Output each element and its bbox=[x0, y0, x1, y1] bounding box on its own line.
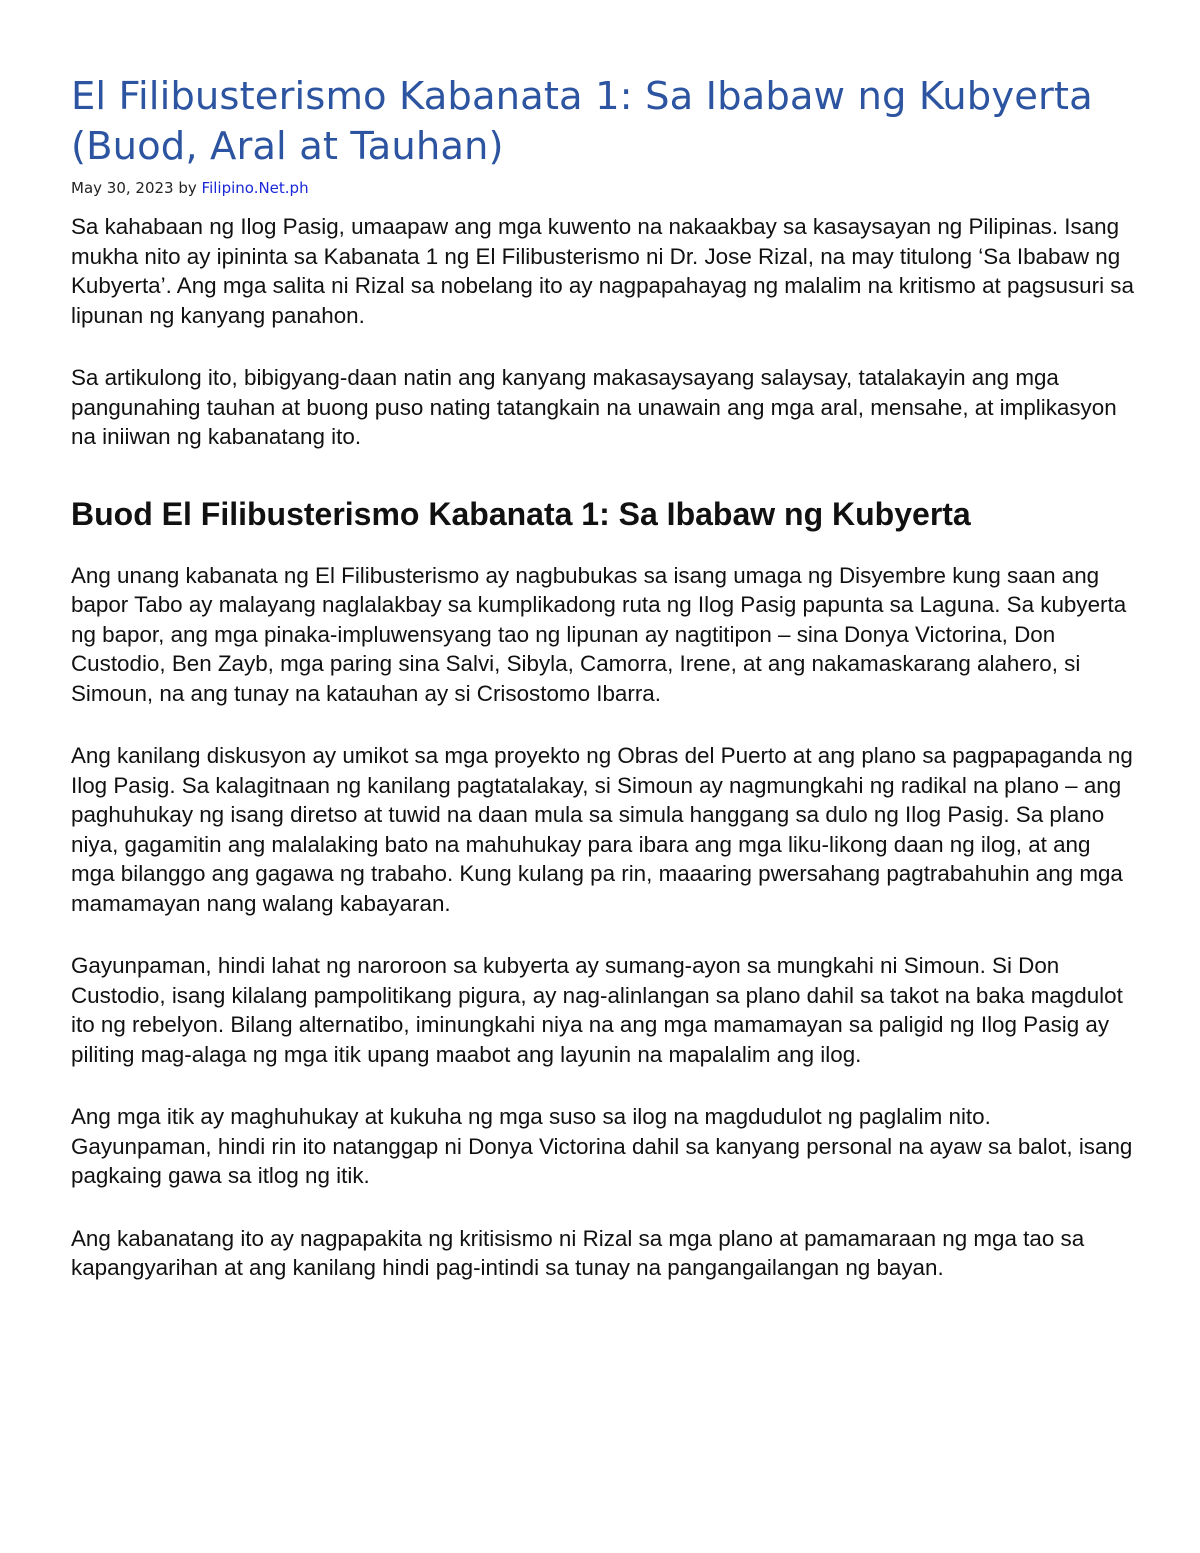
body-paragraph: Ang kanilang diskusyon ay umikot sa mga proyekto ng Obras del Puerto at ang plano sa pagpapaganda ng Ilog Pasig. Sa kalagitnaan ng kanilang pagtatalakay, si Simoun ay nagmungkahi ng radikal na plano – ang paghuhukay ng isang diretso at tuwid na daan mula sa simula hanggang sa dulo ng Ilog Pasig. Sa plano niya, gagamitin ang malalaking bato na mahuhukay para ibara ang mga liku-likong daan ng ilog, at ang mga bilanggo ang gagawa ng trabaho. Kung kulang pa rin, maaaring pwersahang pagtrabahuhin ang mga mamamayan nang walang kabayaran. bbox=[71, 743, 1133, 916]
post-meta bbox=[71, 178, 1136, 198]
intro-paragraph: Sa kahabaan ng Ilog Pasig, umaapaw ang mga kuwento na nakaakbay sa kasaysayan ng Pilipinas. Isang mukha nito ay ipininta sa Kabanata 1 ng El Filibusterismo ni Dr. Jose Rizal, na may titulong ‘Sa Ibabaw ng Kubyerta’. Ang mga salita ni Rizal sa nobelang ito ay nagpapahayag ng malalim na kritismo at pagsusuri sa lipunan ng kanyang panahon. bbox=[71, 214, 1134, 328]
author-link[interactable]: Filipino.Net.ph bbox=[201, 179, 309, 197]
by-label: by bbox=[178, 179, 197, 197]
body-paragraph: Gayunpaman, hindi lahat ng naroroon sa kubyerta ay sumang-ayon sa mungkahi ni Simoun. Si Don Custodio, isang kilalang pampolitikang pigura, ay nag-alinlangan sa plano dahil sa takot na baka magdulot ito ng rebelyon. Bilang alternatibo, iminungkahi niya na ang mga mamamayan sa paligid ng Ilog Pasig ay piliting mag-alaga ng mga itik upang maabot ang layunin na mapalalim ang ilog. bbox=[71, 953, 1123, 1067]
article bbox=[71, 72, 1136, 1283]
section-heading: Buod El Filibusterismo Kabanata 1: Sa Ibabaw ng Kubyerta bbox=[71, 495, 971, 532]
intro-paragraph: Sa artikulong ito, bibigyang-daan natin ang kanyang makasaysayang salaysay, tatalakayin ang mga pangunahing tauhan at buong puso nating tatangkain na unawain ang mga aral, mensahe, at implikasyon na iniiwan ng kabanatang ito. bbox=[71, 365, 1117, 449]
body-paragraph: Ang mga itik ay maghuhukay at kukuha ng mga suso sa ilog na magdudulot ng paglalim nito. Gayunpaman, hindi rin ito natanggap ni Donya Victorina dahil sa kanyang personal na ayaw sa balot, isang pagkaing gawa sa itlog ng itik. bbox=[71, 1104, 1133, 1188]
body-paragraph: Ang kabanatang ito ay nagpapakita ng kritisismo ni Rizal sa mga plano at pamamaraan ng mga tao sa kapangyarihan at ang kanilang hindi pag-intindi sa tunay na pangangailangan ng bayan. bbox=[71, 1225, 1085, 1280]
article-title: El Filibusterismo Kabanata 1: Sa Ibabaw ng Kubyerta (Buod, Aral at Tauhan) bbox=[71, 74, 1093, 169]
body-paragraph: Ang unang kabanata ng El Filibusterismo ay nagbubukas sa isang umaga ng Disyembre kung saan ang bapor Tabo ay malayang naglalakbay sa kumplikadong ruta ng Ilog Pasig papunta sa Laguna. Sa kubyerta ng bapor, ang mga pinaka-impluwensyang tao ng lipunan ay nagtitipon – sina Donya Victorina, Don Custodio, Ben Zayb, mga paring sina Salvi, Sibyla, Camorra, Irene, at ang nakamaskarang alahero, si Simoun, na ang tunay na katauhan ay si Crisostomo Ibarra. bbox=[71, 562, 1127, 706]
post-date: May 30, 2023 bbox=[71, 179, 174, 197]
